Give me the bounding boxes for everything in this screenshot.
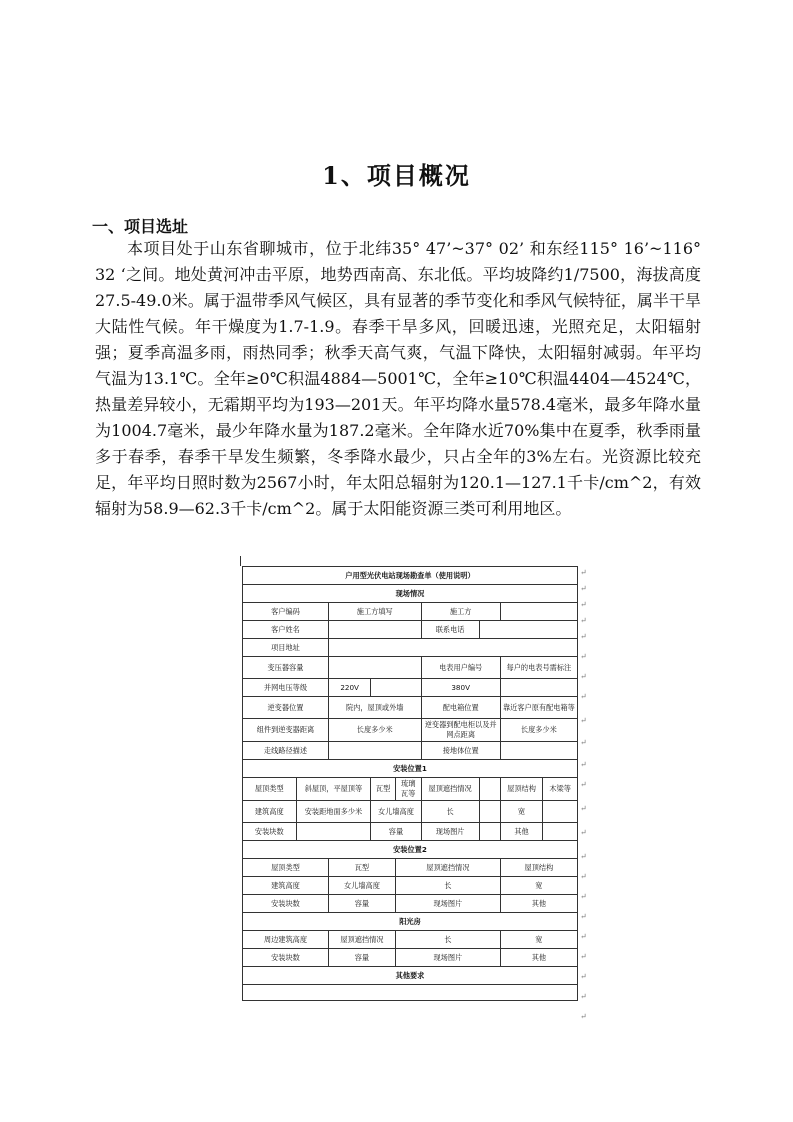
inverter-position-label: 逆变器位置: [243, 697, 329, 719]
install-2-tile-label: 瓦型: [328, 859, 395, 877]
install-2-shading-label: 屋顶遮挡情况: [395, 859, 500, 877]
sunroom-width-label: 宽: [500, 931, 577, 949]
sunroom-length-label: 长: [395, 931, 500, 949]
survey-table: [242, 566, 578, 1001]
install-1-photos-value[interactable]: [479, 823, 500, 841]
install-2-structure-label: 屋顶结构: [500, 859, 577, 877]
install-1-roof-type-value: 斜屋顶，平屋顶等: [296, 778, 371, 801]
other-requirements-header: 其他要求: [243, 967, 578, 985]
install-1-other-label: 其他: [500, 823, 542, 841]
sunroom-other-label: 其他: [500, 949, 577, 967]
section-heading: 一、项目选址: [92, 217, 189, 236]
grid-voltage-label: 并网电压等级: [243, 679, 329, 697]
sunroom-photos-label: 现场图片: [395, 949, 500, 967]
contact-phone-value[interactable]: [479, 621, 577, 639]
sunroom-capacity-label: 容量: [328, 949, 395, 967]
install-1-photos-label: 现场图片: [421, 823, 479, 841]
contact-phone-label: 联系电话: [421, 621, 479, 639]
sunroom-surrounding-height-label: 周边建筑高度: [243, 931, 329, 949]
inverter-to-box-label: 逆变器到配电柜以及并网点距离: [421, 719, 500, 742]
grounding-position-label: 接地体位置: [421, 742, 500, 760]
cable-route-label: 走线路径描述: [243, 742, 329, 760]
meter-user-no-label: 电表用户编号: [421, 657, 500, 679]
customer-code-value: 施工方填写: [328, 603, 421, 621]
install-1-length-label: 长: [421, 801, 479, 823]
distribution-box-label: 配电箱位置: [421, 697, 500, 719]
install-1-structure-value: 木梁等: [543, 778, 578, 801]
install-2-length-label: 长: [395, 877, 500, 895]
site-section-header: 现场情况: [243, 585, 578, 603]
project-address-label: 项目地址: [243, 639, 329, 657]
table-title: 户用型光伏电站现场勘查单（使用说明）: [243, 567, 578, 585]
install-1-building-height-label: 建筑高度: [243, 801, 297, 823]
install-2-photos-label: 现场图片: [395, 895, 500, 913]
install-1-other-value[interactable]: [543, 823, 578, 841]
inverter-distance-label: 组件到逆变器距离: [243, 719, 329, 742]
install-1-parapet-height-label: 女儿墙高度: [371, 801, 421, 823]
meter-note: 每户的电表号需标注: [500, 657, 577, 679]
inverter-to-box-value: 长度多少米: [500, 719, 577, 742]
distribution-box-value: 靠近客户原有配电箱等: [500, 697, 577, 719]
install-2-parapet-height-label: 女儿墙高度: [328, 877, 395, 895]
install-2-building-height-label: 建筑高度: [243, 877, 329, 895]
sunroom-header: 阳光房: [243, 913, 578, 931]
voltage-380-option[interactable]: 380V: [421, 679, 500, 697]
inverter-position-value: 院内，屋顶或外墙: [328, 697, 421, 719]
install-1-tile-value: 琉璃瓦等: [395, 778, 421, 801]
install-1-shading-label: 屋顶遮挡情况: [421, 778, 479, 801]
customer-name-label: 客户姓名: [243, 621, 329, 639]
voltage-220-option[interactable]: 220V: [328, 679, 370, 697]
install-2-header: 安装位置2: [243, 841, 578, 859]
voltage-220-value[interactable]: [371, 679, 421, 697]
sunroom-shading-label: 屋顶遮挡情况: [328, 931, 395, 949]
install-1-count-label: 安装块数: [243, 823, 297, 841]
grounding-position-value[interactable]: [500, 742, 577, 760]
install-1-length-value[interactable]: [479, 801, 500, 823]
text-cursor-mark: [240, 556, 241, 566]
install-2-other-label: 其他: [500, 895, 577, 913]
install-1-capacity-label: 容量: [371, 823, 421, 841]
install-1-width-value[interactable]: [543, 801, 578, 823]
install-1-tile-label: 瓦型: [371, 778, 396, 801]
install-2-capacity-label: 容量: [328, 895, 395, 913]
constructor-label: 施工方: [421, 603, 500, 621]
constructor-value[interactable]: [500, 603, 577, 621]
install-1-width-label: 宽: [500, 801, 542, 823]
install-1-shading-value[interactable]: [479, 778, 500, 801]
transformer-capacity-label: 变压器容量: [243, 657, 329, 679]
install-2-width-label: 宽: [500, 877, 577, 895]
body-paragraph: 本项目处于山东省聊城市，位于北纬35° 47’~37° 02’ 和东经115° 16’~116° 32 ‘之间。地处黄河冲击平原，地势西南高、东北低。平均坡降约1/7500，海拔高度27.5-49.0米。属于温带季风气候区，具有显著的季节变化和季风气候特征，属半干旱大陆性气候。年干燥度为1.7-1.9。春季干旱多风，回暖迅速，光照充足，太阳辐射强；夏季高温多雨，雨热同季；秋季天高气爽，气温下降快，太阳辐射减弱。年平均气温为13.1℃。全年≥0℃积温4884—5001℃，全年≥10℃积温4404—4524℃，热量差异较小，无霜期平均为193—201天。年平均降水量578.4毫米，最多年降水量为1004.7毫米，最少年降水量为187.2毫米。全年降水近70%集中在夏季，秋季雨量多于春季，春季干旱发生频繁，冬季降水最少，只占全年的3%左右。光资源比较充足，年平均日照时数为2567小时，年太阳总辐射为120.1—127.1千卡/cm^2，有效辐射为58.9—62.3千卡/cm^2。属于太阳能资源三类可利用地区。: [95, 239, 701, 518]
inverter-distance-value: 长度多少米: [328, 719, 421, 742]
other-requirements-value[interactable]: [243, 985, 578, 1001]
install-1-install-distance: 安装距地面多少米: [296, 801, 371, 823]
install-2-count-label: 安装块数: [243, 895, 329, 913]
project-address-value[interactable]: [328, 639, 577, 657]
install-1-count-value[interactable]: [296, 823, 371, 841]
install-1-roof-type-label: 屋顶类型: [243, 778, 297, 801]
voltage-380-value[interactable]: [500, 679, 577, 697]
transformer-capacity-value[interactable]: [328, 657, 421, 679]
cable-route-value[interactable]: [328, 742, 421, 760]
install-2-roof-type-label: 屋顶类型: [243, 859, 329, 877]
page-title: 1、项目概况: [322, 161, 471, 190]
sunroom-count-label: 安装块数: [243, 949, 329, 967]
customer-code-label: 客户编码: [243, 603, 329, 621]
paragraph-marks: ↵ ↵ ↵ ↵ ↵ ↵ ↵ ↵ ↵ ↵ ↵ ↵ ↵ ↵ ↵ ↵ ↵ ↵ ↵ ↵ ↵ ↵ ↵: [580, 568, 587, 1021]
customer-name-value[interactable]: [328, 621, 421, 639]
install-1-structure-label: 屋顶结构: [500, 778, 542, 801]
install-1-header: 安装位置1: [243, 760, 578, 778]
